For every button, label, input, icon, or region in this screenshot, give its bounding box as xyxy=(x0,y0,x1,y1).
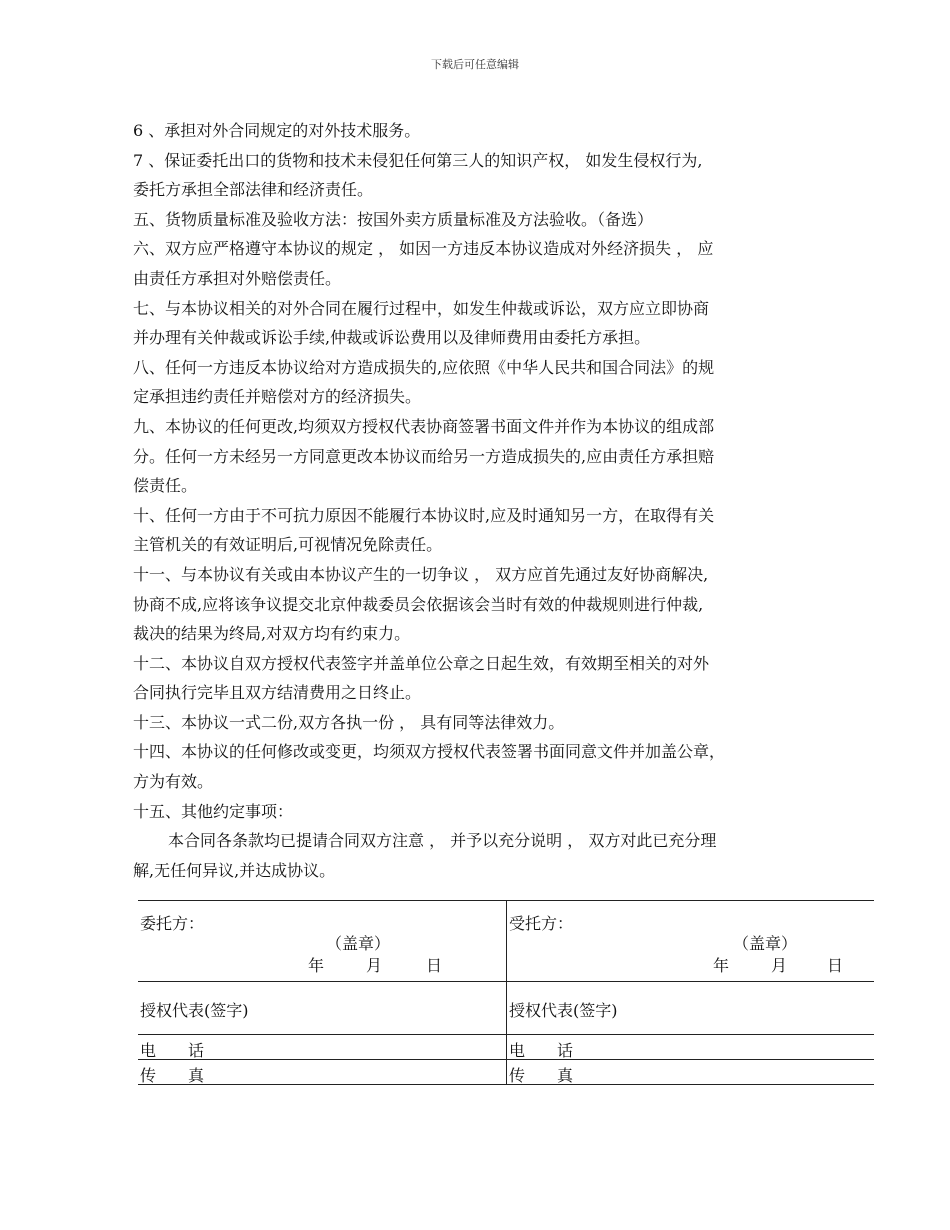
clause-line: 由责任方承担对外赔偿责任。 xyxy=(133,268,342,288)
clause-line: 6 、承担对外合同规定的对外技术服务。 xyxy=(133,121,421,140)
clause-line: 十五、其他约定事项： xyxy=(133,801,294,821)
month-label: 月 xyxy=(771,956,788,975)
seal-label: （盖章） xyxy=(732,934,797,953)
agent-cell xyxy=(507,901,875,982)
phone-label: 电 话 xyxy=(509,1041,574,1060)
day-label: 日 xyxy=(426,956,443,975)
day-label: 日 xyxy=(827,956,844,975)
clause-line: 本合同各条款均已提请合同双方注意 ， 并予以充分说明 ， 双方对此已充分理 xyxy=(168,831,717,851)
rep-label: 授权代表(签字) xyxy=(509,1001,618,1020)
date-line xyxy=(713,953,843,976)
agent-label: 受托方： xyxy=(509,914,574,933)
clause-line: 合同执行完毕且双方结清费用之日终止。 xyxy=(133,683,422,703)
signature-table xyxy=(138,900,874,1085)
clause-line: 十三、本协议一式二份,双方各执一份 ， 具有同等法律效力。 xyxy=(133,712,565,732)
clause-line: 方为有效。 xyxy=(133,772,214,792)
clause-line: 七、与本协议相关的对外合同在履行过程中，如发生仲裁或诉讼，双方应立即协商 xyxy=(133,298,710,318)
clause-line: 委托方承担全部法律和经济责任。 xyxy=(133,180,374,200)
clause-line: 并办理有关仲裁或诉讼手续,仲裁或诉讼费用以及律师费用由委托方承担。 xyxy=(133,328,651,348)
date-line xyxy=(308,953,442,976)
clause-line: 十一、与本协议有关或由本协议产生的一切争议 ， 双方应首先通过友好协商解决, xyxy=(133,564,709,584)
clause-line: 协商不成,应将该争议提交北京仲裁委员会依据该会当时有效的仲裁规则进行仲裁, xyxy=(133,594,704,614)
fax-label: 传 真 xyxy=(140,1066,205,1085)
principal-label: 委托方： xyxy=(140,914,205,933)
principal-fax-cell xyxy=(138,1060,507,1085)
agreement-body xyxy=(133,116,833,885)
clause-line: 五、货物质量标准及验收方法：按国外卖方质量标准及方法验收。（备选） xyxy=(133,209,654,229)
month-label: 月 xyxy=(366,956,383,975)
clause-line: 定承担违约责任并赔偿对方的经济损失。 xyxy=(133,387,422,407)
clause-line: 九、本协议的任何更改,均须双方授权代表协商签署书面文件并作为本协议的组成部 xyxy=(133,416,715,436)
agent-rep-cell xyxy=(507,982,875,1035)
year-label: 年 xyxy=(713,956,730,975)
clause-line: 主管机关的有效证明后,可视情况免除责任。 xyxy=(133,535,443,555)
clause-line: 7 、保证委托出口的货物和技术未侵犯任何第三人的知识产权， 如发生侵权行为, xyxy=(133,150,703,170)
clause-line: 十四、本协议的任何修改或变更，均须双方授权代表签署书面同意文件并加盖公章， xyxy=(133,742,726,762)
fax-label: 传 真 xyxy=(509,1066,574,1085)
agent-fax-cell xyxy=(507,1060,875,1085)
clause-line: 裁决的结果为终局,对双方均有约束力。 xyxy=(133,624,411,644)
clause-line: 偿责任。 xyxy=(133,476,198,496)
year-label: 年 xyxy=(308,956,325,975)
page-header: 下载后可任意编辑 xyxy=(431,58,519,71)
phone-label: 电 话 xyxy=(140,1041,205,1060)
rep-row xyxy=(138,982,874,1035)
principal-phone-cell xyxy=(138,1035,507,1060)
fax-row xyxy=(138,1060,874,1085)
clause-line: 解,无任何异议,并达成协议。 xyxy=(133,860,336,880)
clause-line: 十、任何一方由于不可抗力原因不能履行本协议时,应及时通知另一方，在取得有关 xyxy=(133,505,715,525)
rep-label: 授权代表(签字) xyxy=(140,1001,249,1020)
phone-row xyxy=(138,1035,874,1060)
agent-phone-cell xyxy=(507,1035,875,1060)
clause-line: 六、双方应严格遵守本协议的规定 ， 如因一方违反本协议造成对外经济损失 ， 应 xyxy=(133,239,714,259)
party-row xyxy=(138,901,874,982)
principal-cell xyxy=(138,901,507,982)
seal-label: （盖章） xyxy=(325,934,390,953)
clause-line: 八、任何一方违反本协议给对方造成损失的,应依照《中华人民共和国合同法》的规 xyxy=(133,357,715,377)
principal-rep-cell xyxy=(138,982,507,1035)
clause-line: 分。任何一方未经另一方同意更改本协议而给另一方造成损失的,应由责任方承担赔 xyxy=(133,446,715,466)
clause-line: 十二、本协议自双方授权代表签字并盖单位公章之日起生效，有效期至相关的对外 xyxy=(133,653,710,673)
